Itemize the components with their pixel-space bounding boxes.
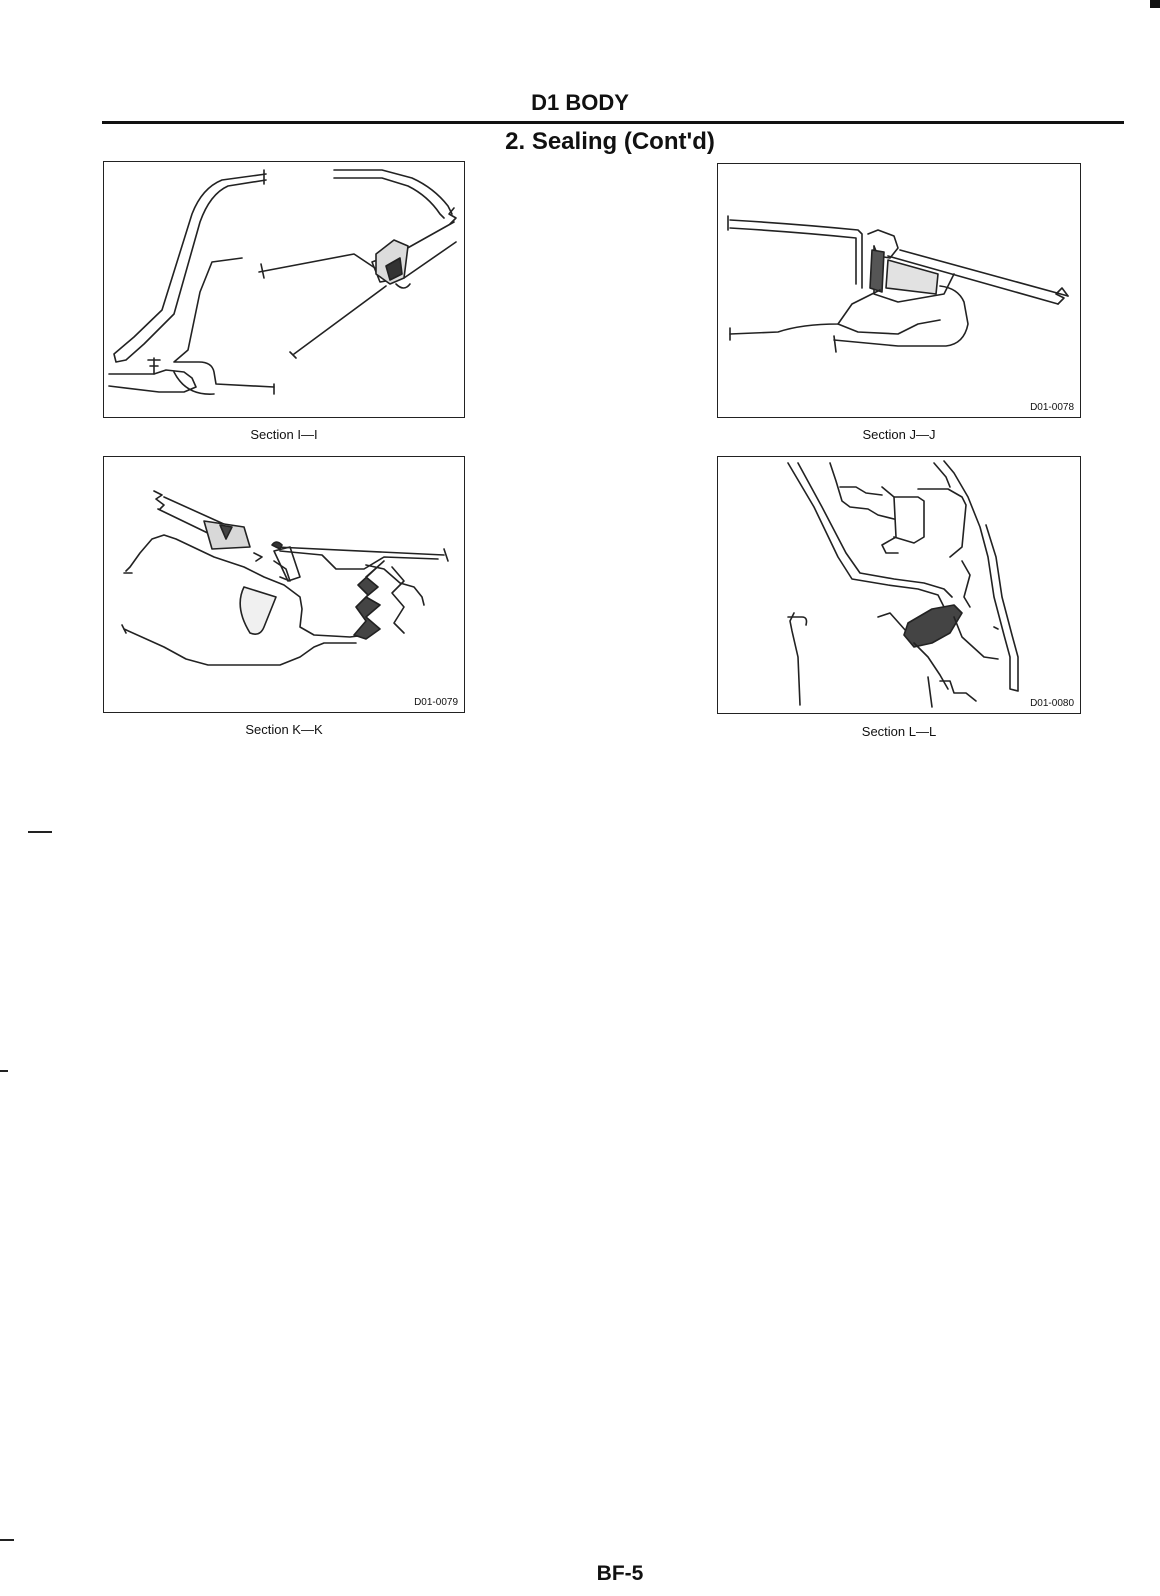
section-l-drawing — [718, 457, 1082, 715]
caption-section-i: Section I—I — [250, 427, 318, 442]
caption-section-k: Section K—K — [245, 722, 323, 737]
caption-section-l: Section L—L — [861, 724, 937, 739]
figure-section-i — [103, 161, 465, 418]
figure-code: D01-0079 — [414, 697, 458, 708]
figure-code: D01-0080 — [1030, 698, 1074, 709]
header-rule — [102, 121, 1124, 124]
page-title: D1 BODY — [531, 90, 629, 115]
page-subtitle: 2. Sealing (Cont'd) — [505, 128, 715, 155]
caption-section-j: Section J—J — [862, 427, 936, 442]
margin-mark — [0, 1070, 8, 1072]
section-i-drawing — [104, 162, 466, 419]
figure-code: D01-0078 — [1030, 402, 1074, 413]
section-j-drawing — [718, 164, 1082, 419]
figure-section-l — [717, 456, 1081, 714]
margin-mark — [28, 831, 52, 833]
scan-corner-mark — [1150, 0, 1160, 8]
figure-section-j — [717, 163, 1081, 418]
page-number: BF-5 — [596, 1562, 644, 1585]
section-k-drawing — [104, 457, 466, 714]
margin-mark — [0, 1539, 14, 1541]
figure-section-k — [103, 456, 465, 713]
